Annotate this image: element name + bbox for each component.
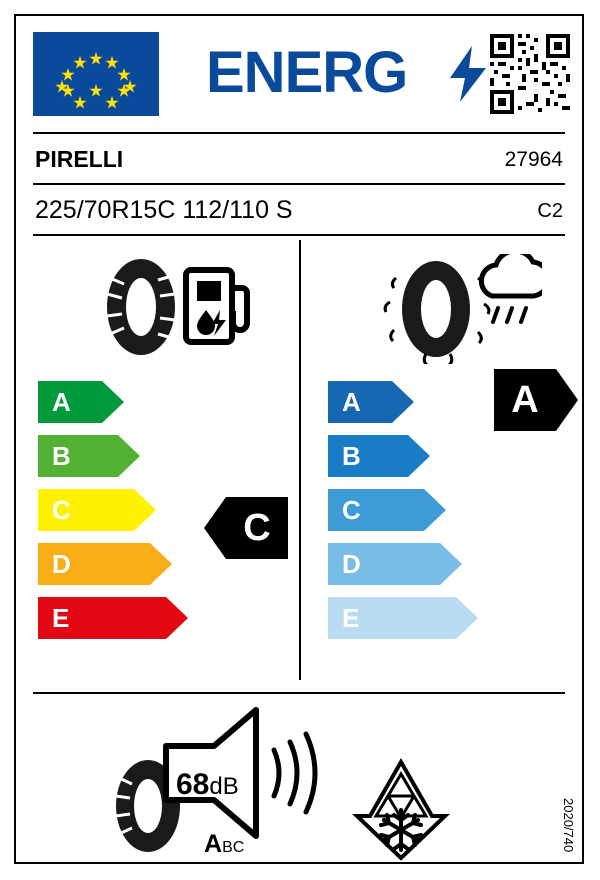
label-header <box>16 16 582 132</box>
three-peak-mountain-snowflake-icon <box>346 758 456 862</box>
noise-class-scale <box>204 830 244 859</box>
fuel-grade-d-letter: D <box>52 549 71 579</box>
lightning-bolt-icon <box>448 46 488 102</box>
supplier-name: PIRELLI <box>35 146 124 172</box>
tyre-size-designation: 225/70R15C 112/110 S <box>35 196 293 224</box>
page-title: ENERG <box>206 40 408 105</box>
wet-grip-result <box>494 369 578 431</box>
tyre-class: C2 <box>537 200 563 222</box>
noise-class-rest: BC <box>222 839 245 856</box>
noise-db-number: 68 <box>176 768 210 801</box>
fuel-grade-a-letter: A <box>52 387 71 417</box>
size-divider <box>33 234 565 236</box>
wet-grade-d-letter: D <box>342 549 361 579</box>
noise-value <box>176 768 239 802</box>
regulation-reference: 2020/740 <box>561 797 576 852</box>
fuel-grade-c-letter: C <box>52 495 71 525</box>
fuel-grade-e-letter: E <box>52 603 70 633</box>
qr-code-icon <box>488 32 572 116</box>
header-divider <box>33 132 565 134</box>
eu-flag-icon <box>33 32 159 116</box>
tyre-fuel-pump-icon <box>94 254 254 360</box>
section-divider-vertical <box>299 240 301 680</box>
fuel-grade-b-letter: B <box>52 441 71 471</box>
wet-grip-result-letter: A <box>511 379 539 421</box>
wet-grade-e-letter: E <box>342 603 360 633</box>
bottom-divider <box>33 692 565 694</box>
tyre-energy-label <box>14 14 584 864</box>
wet-grade-b-letter: B <box>342 441 361 471</box>
fuel-efficiency-result <box>204 497 288 559</box>
wet-grade-a-letter: A <box>342 387 361 417</box>
eu-stars-icon <box>33 32 159 116</box>
noise-class-selected: A <box>204 830 223 858</box>
fuel-efficiency-result-letter: C <box>243 507 271 549</box>
tyre-trade-code: 27964 <box>504 148 563 171</box>
noise-db-unit: dB <box>209 773 239 800</box>
wet-grade-c-letter: C <box>342 495 361 525</box>
tyre-rain-cloud-icon <box>382 254 542 364</box>
brand-divider <box>33 183 565 185</box>
